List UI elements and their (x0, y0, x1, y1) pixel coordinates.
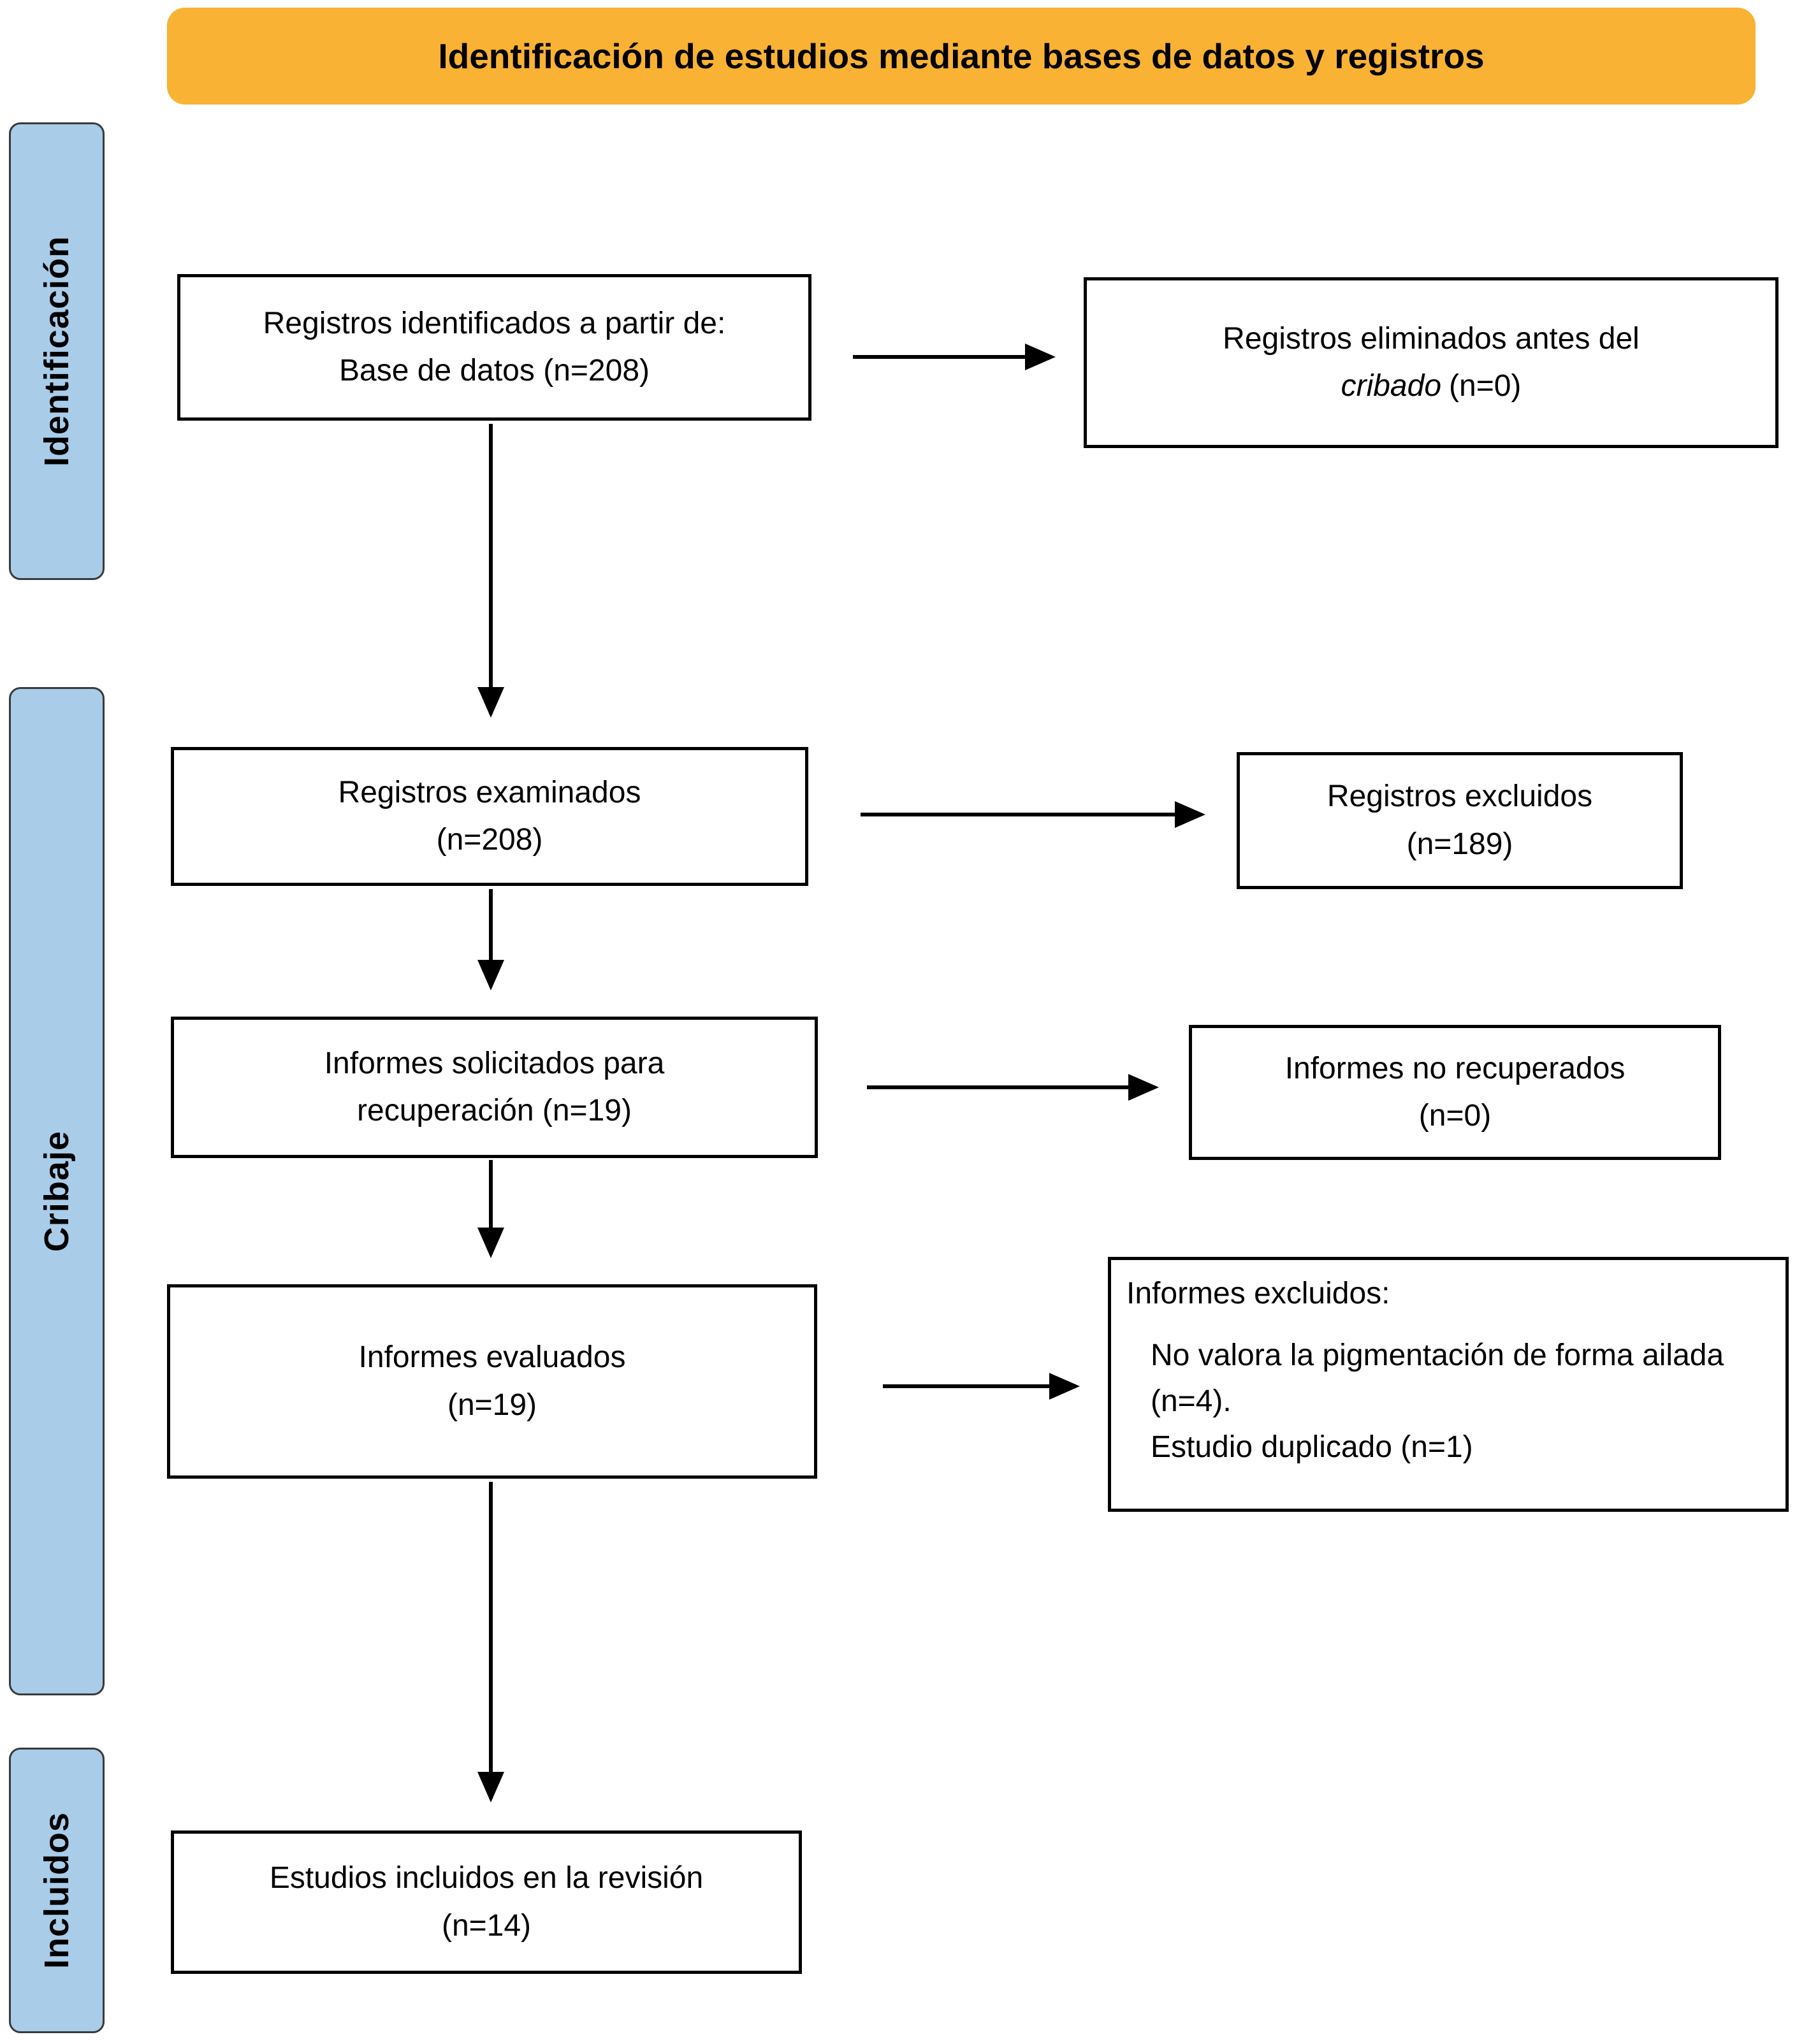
box-text: Registros excluidos (1327, 779, 1593, 814)
exclusion-reason: No valora la pigmentación de forma ailada (n=4). (1151, 1338, 1724, 1419)
box-text-title: Informes excluidos: (1126, 1277, 1390, 1310)
box-text: (n=208) (436, 823, 543, 857)
box-records-screened (171, 747, 808, 886)
box-reports-excluded-reasons (1108, 1257, 1789, 1512)
box-text (1341, 363, 1522, 410)
box-text: (n=0) (1418, 1099, 1492, 1133)
stage-label-incluidos (9, 1748, 105, 2033)
stage-label-text: Cribaje (38, 1130, 76, 1252)
stage-label-text: Identificación (38, 235, 76, 467)
box-text-reasons (1151, 1333, 1731, 1470)
exclusion-reason: Estudio duplicado (n=1) (1151, 1430, 1473, 1465)
stage-label-text: Incluidos (38, 1811, 76, 1969)
box-records-removed-before-screening (1084, 277, 1778, 448)
box-text: recuperación (n=19) (357, 1094, 632, 1127)
box-reports-sought (171, 1017, 818, 1158)
box-text: (n=14) (441, 1908, 532, 1943)
box-records-identified (177, 274, 811, 421)
box-text: Registros identificados a partir de: (263, 306, 726, 340)
stage-label-cribaje (9, 687, 105, 1695)
box-text: Base de datos (n=208) (338, 354, 650, 388)
box-text: Registros examinados (338, 775, 641, 809)
box-text: Informes solicitados para (324, 1046, 665, 1080)
box-text: (n=189) (1406, 827, 1513, 861)
box-text: Estudios incluidos en la revisión (269, 1861, 704, 1895)
box-text: (n=19) (447, 1388, 537, 1422)
box-records-excluded (1237, 752, 1683, 889)
banner (167, 8, 1756, 105)
box-reports-not-retrieved (1189, 1025, 1721, 1160)
box-text-count: (n=0) (1449, 369, 1522, 403)
stage-label-identificacion (9, 122, 105, 580)
box-text: Informes no recuperados (1284, 1051, 1626, 1085)
box-reports-assessed (167, 1284, 817, 1479)
box-text-italic: cribado (1341, 369, 1442, 403)
box-text: Registros eliminados antes del (1223, 321, 1640, 356)
box-text: Informes evaluados (358, 1340, 626, 1375)
banner-title: Identificación de estudios mediante bases de datos y registros (438, 36, 1485, 76)
box-studies-included (171, 1830, 802, 1974)
